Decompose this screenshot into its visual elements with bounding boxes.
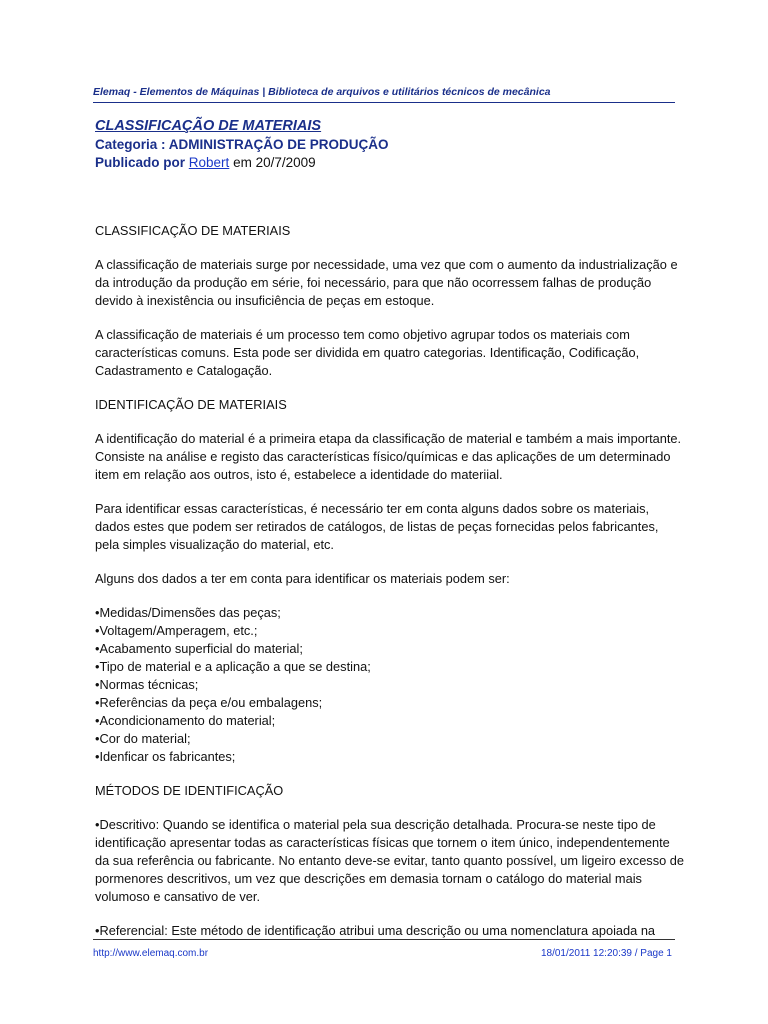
section-heading: CLASSIFICAÇÃO DE MATERIAIS [95, 223, 291, 238]
paragraph: A classificação de materiais surge por necessidade, uma vez que com o aumento da industrialização e da introdução da produção em série, foi necessário, para que não ocorressem falhas de produção devido à inexistência ou insuficiência de peças em estoque. [95, 257, 678, 308]
list-item: •Voltagem/Amperagem, etc.; [95, 623, 258, 638]
paragraph: A identificação do material é a primeira etapa da classificação de material e também a mais importante. Consiste na análise e registo das características físico/químicas e das aplicações de um determinado item em relação aos outros, isto é, estabelece a identidade do materiial. [95, 431, 682, 482]
list-item: •Idenficar os fabricantes; [95, 749, 236, 764]
article-title[interactable]: CLASSIFICAÇÃO DE MATERIAIS [95, 118, 322, 134]
header-divider [93, 102, 675, 103]
list-item: •Normas técnicas; [95, 677, 199, 692]
paragraph: •Referencial: Este método de identificação atribui uma descrição ou uma nomenclatura apoiada na [95, 923, 656, 938]
list-item: •Cor do material; [95, 731, 191, 746]
footer-url-link[interactable]: http://www.elemaq.com.br [93, 948, 209, 959]
author-link[interactable]: Robert [188, 155, 230, 170]
section-heading: IDENTIFICAÇÃO DE MATERIAIS [95, 397, 287, 412]
paragraph: A classificação de materiais é um processo tem como objetivo agrupar todos os materiais com características comuns. Esta pode ser dividida em quatro categorias. Identificação, Codificação, Cadastramento e Catalogação. [95, 327, 640, 378]
data-list [95, 604, 685, 766]
paragraph: •Descritivo: Quando se identifica o material pela sua descrição detalhada. Procura-se neste tipo de identificação apresentar todas as características físicas que tornem o item único, independentemente da sua referência ou fabricante. No entanto deve-se evitar, tanto quanto possível, um ligeiro excesso de pormenores descritivos, um vez que descrições em demasia tornam o catálogo do material mais volumoso e cansativo de ver. [95, 817, 685, 904]
site-header: Elemaq - Elementos de Máquinas | Biblioteca de arquivos e utilitários técnicos de mecânica [93, 86, 551, 98]
paragraph: Alguns dos dados a ter em conta para identificar os materiais podem ser: [95, 571, 510, 586]
category-value: ADMINISTRAÇÃO DE PRODUÇÃO [168, 137, 389, 152]
category-label: Categoria : [95, 137, 166, 152]
list-item: •Referências da peça e/ou embalagens; [95, 695, 323, 710]
list-item: •Acabamento superficial do material; [95, 641, 303, 656]
list-item: •Tipo de material e a aplicação a que se destina; [95, 659, 371, 674]
list-item: •Acondicionamento do material; [95, 713, 276, 728]
article-byline [95, 155, 316, 170]
footer-divider [93, 939, 675, 940]
published-label: Publicado por [95, 155, 186, 170]
paragraph: Para identificar essas características, é necessário ter em conta alguns dados sobre os materiais, dados estes que podem ser retirados de catálogos, de listas de peças fornecidas pelos fabricantes, pela simples visualização do material, etc. [95, 501, 659, 552]
article-category [95, 137, 389, 152]
footer-timestamp: 18/01/2011 12:20:39 / Page 1 [540, 948, 672, 959]
section-heading: MÉTODOS DE IDENTIFICAÇÃO [95, 783, 284, 798]
article-body [95, 222, 685, 956]
publish-date: em 20/7/2009 [233, 155, 316, 170]
list-item: •Medidas/Dimensões das peças; [95, 605, 281, 620]
